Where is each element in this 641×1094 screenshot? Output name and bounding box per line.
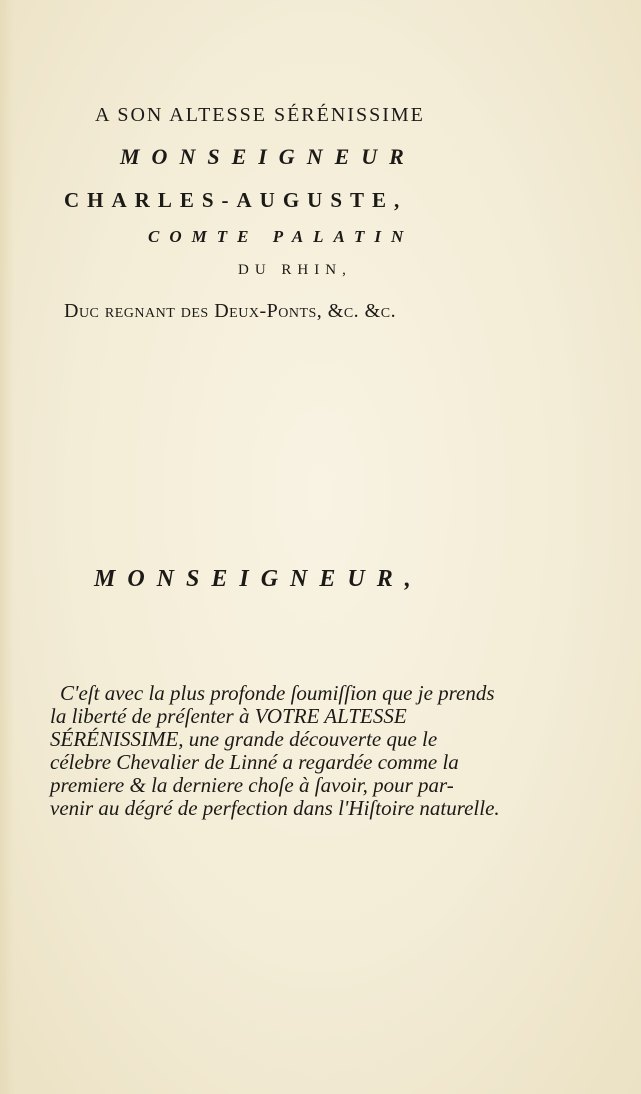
body-line-1: C'eſt avec la plus profonde ſoumiſſion que je prends: [60, 681, 495, 705]
body-line-6: venir au dégré de perfection dans l'Hiſtoire naturelle.: [50, 796, 500, 820]
dedication-line-2: MONSEIGNEUR: [120, 144, 416, 169]
dedication-line-5: DU RHIN,: [238, 262, 352, 278]
dedication-line-3: CHARLES-AUGUSTE,: [64, 188, 408, 212]
body-line-2: la liberté de préſenter à VOTRE ALTESSE: [50, 704, 407, 728]
dedication-line-6: Duc regnant des Deux-Ponts, &c. &c.: [64, 300, 397, 322]
dedication-body: [50, 682, 596, 820]
dedication-line-4: COMTE PALATIN: [148, 227, 414, 246]
page-edge-shading: [0, 0, 14, 1094]
salutation: MONSEIGNEUR,: [94, 566, 423, 592]
body-line-4: célebre Chevalier de Linné a regardée comme la: [50, 750, 459, 774]
body-line-5: premiere & la derniere choſe à ſavoir, pour par-: [50, 773, 454, 797]
dedication-line-1: A SON ALTESSE SÉRÉNISSIME: [95, 104, 425, 126]
body-line-3: SÉRÉNISSIME, une grande découverte que le: [50, 727, 438, 751]
